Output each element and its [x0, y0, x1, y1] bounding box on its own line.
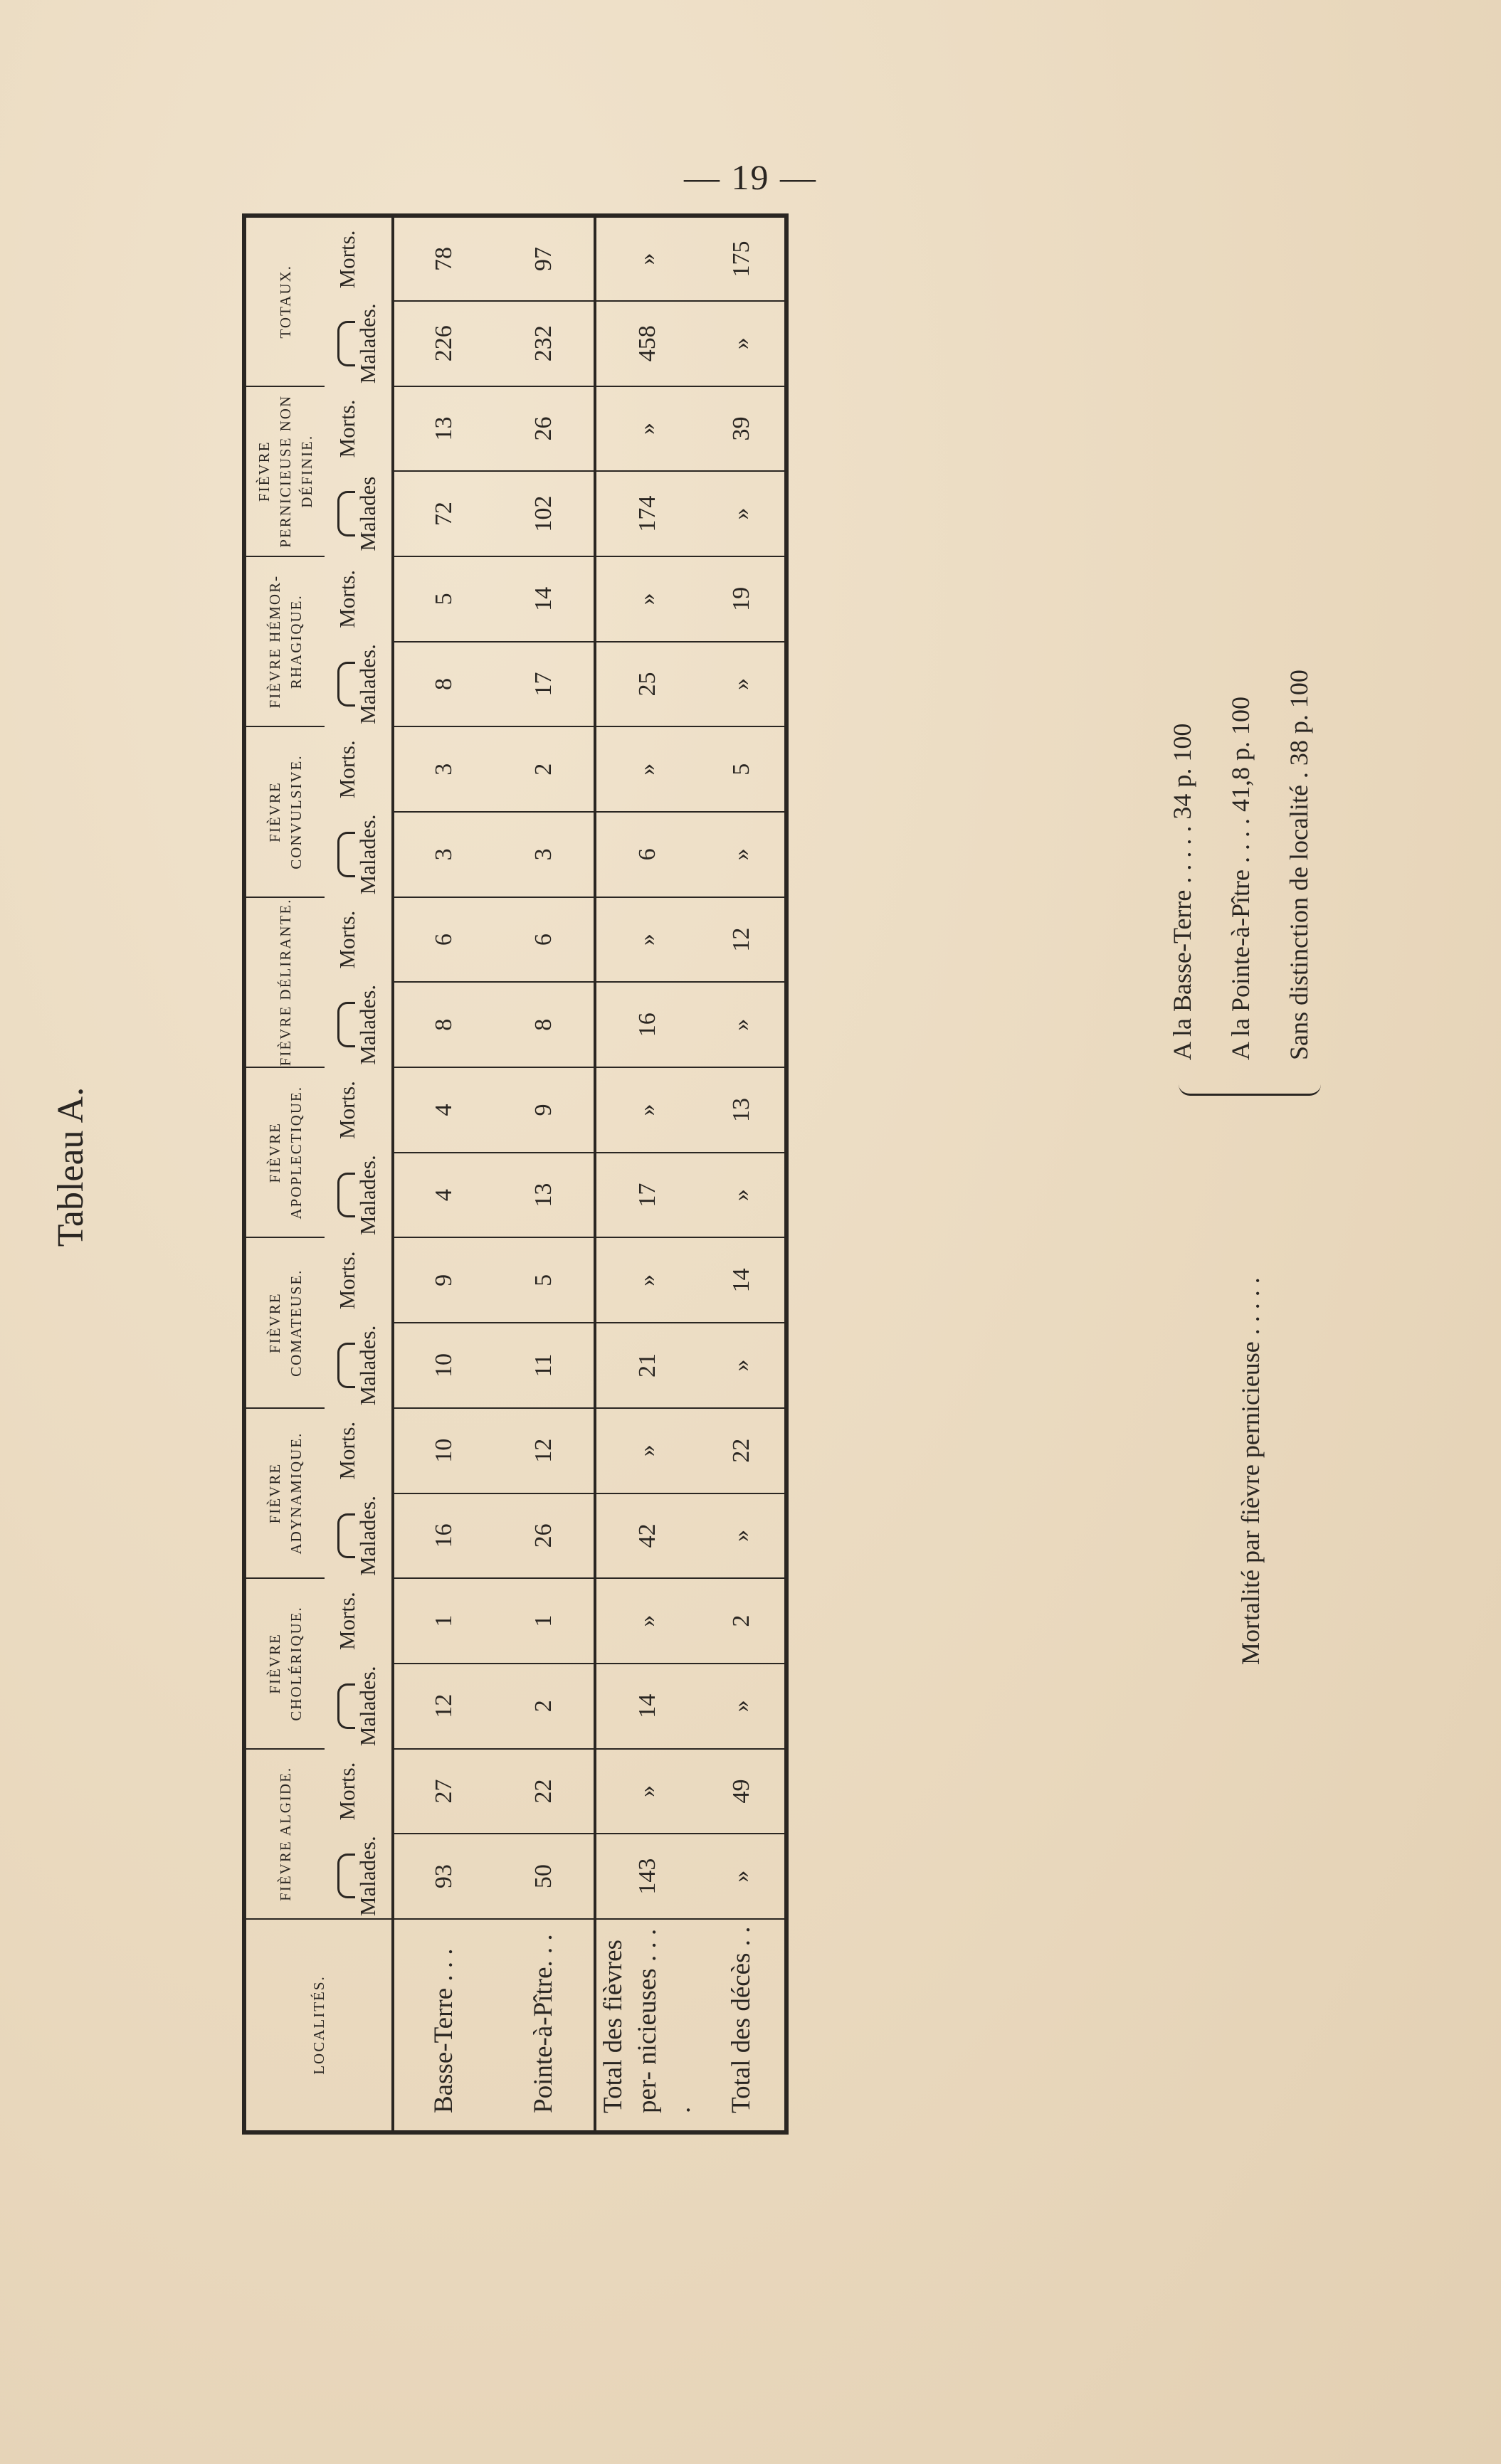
table-cell: »	[699, 471, 786, 556]
group-header: FIÈVRE HÉMOR- RHAGIQUE.	[244, 556, 325, 726]
table-cell: 26	[494, 386, 595, 472]
table-cell: 13	[393, 386, 494, 472]
brace	[337, 662, 355, 707]
table-cell: 9	[494, 1067, 595, 1153]
sub-header-cell: Malades.	[325, 642, 393, 727]
table-cell: 226	[393, 301, 494, 386]
table-cell: 2	[494, 726, 595, 812]
sub-header-cell: Malades.	[325, 301, 393, 386]
table-cell: 143	[595, 1834, 699, 1919]
table-cell: 97	[494, 216, 595, 301]
sub-header-cell: Malades.	[325, 812, 393, 897]
row-label: Total des fièvres per- nicieuses . . . .	[595, 1919, 699, 2132]
table-cell: »	[699, 1834, 786, 1919]
table-cell: 1	[494, 1578, 595, 1664]
mortality-line: A la Pointe-à-Pître . . . . 41,8 p. 100	[1226, 697, 1255, 1060]
table-cell: 5	[393, 556, 494, 642]
table-cell: 17	[494, 642, 595, 727]
group-header: FIÈVRE ADYNAMIQUE.	[244, 1408, 325, 1578]
table-cell: 6	[494, 897, 595, 983]
brace	[337, 491, 355, 536]
table-cell: »	[595, 556, 699, 642]
table-cell: 93	[393, 1834, 494, 1919]
table-cell: »	[595, 1749, 699, 1834]
table-cell: 8	[393, 982, 494, 1067]
group-header: FIÈVRE APOPLECTIQUE.	[244, 1067, 325, 1237]
table-cell: 22	[699, 1408, 786, 1493]
table-cell: 50	[494, 1834, 595, 1919]
sub-header-cell: Malades.	[325, 1664, 393, 1749]
table-cell: 26	[494, 1493, 595, 1579]
table-cell: 13	[699, 1067, 786, 1153]
table-cell: 22	[494, 1749, 595, 1834]
table-cell: 6	[393, 897, 494, 983]
brace	[337, 1002, 355, 1047]
table-cell: »	[595, 1408, 699, 1493]
localites-header: LOCALITÉS.	[244, 1919, 393, 2132]
table-cell: 39	[699, 386, 786, 472]
rotated-table-area	[28, 71, 1381, 2135]
table-cell: 49	[699, 1749, 786, 1834]
sub-header-cell: Morts.	[325, 1238, 393, 1323]
table-cell: »	[595, 1238, 699, 1323]
brace	[337, 1173, 355, 1218]
table-cell: 8	[393, 642, 494, 727]
sub-header-cell: Malades	[325, 471, 393, 556]
sub-header-cell: Malades.	[325, 1153, 393, 1238]
table-cell: 17	[595, 1153, 699, 1238]
table-cell: 27	[393, 1749, 494, 1834]
sub-header-cell: Malades.	[325, 1323, 393, 1408]
table-row	[393, 216, 494, 2132]
mortality-note	[1167, 242, 1338, 1665]
table-cell: 3	[494, 812, 595, 897]
brace	[337, 321, 355, 366]
sub-header-cell: Morts.	[325, 726, 393, 812]
mortality-line: A la Basse-Terre . . . . . 34 p. 100	[1168, 723, 1196, 1060]
table-row	[595, 216, 699, 2132]
page-number: — 19 —	[684, 157, 817, 197]
table-cell: 6	[595, 812, 699, 897]
brace	[337, 1513, 355, 1559]
brace	[337, 1683, 355, 1729]
group-header: FIÈVRE ALGIDE.	[244, 1749, 325, 1919]
sub-header-cell: Malades.	[325, 1493, 393, 1579]
sub-header-cell: Morts.	[325, 1578, 393, 1664]
table-cell: »	[699, 1493, 786, 1579]
brace	[337, 832, 355, 877]
table-cell: 13	[494, 1153, 595, 1238]
table-cell: 174	[595, 471, 699, 556]
table-cell: 5	[494, 1238, 595, 1323]
table-cell: 14	[699, 1238, 786, 1323]
table-row	[494, 216, 595, 2132]
table-cell: 3	[393, 726, 494, 812]
table-title: Tableau A.	[51, 1086, 91, 1247]
sub-header-cell: Morts.	[325, 386, 393, 472]
table-cell: 25	[595, 642, 699, 727]
table-cell: 16	[393, 1493, 494, 1579]
table-cell: 12	[494, 1408, 595, 1493]
sub-header-cell: Morts.	[325, 556, 393, 642]
group-header: TOTAUX.	[244, 216, 325, 386]
group-header: FIÈVRE CHOLÉRIQUE.	[244, 1578, 325, 1748]
sub-header-cell: Morts.	[325, 897, 393, 983]
table-cell: »	[595, 386, 699, 472]
table-cell: 72	[393, 471, 494, 556]
table-cell: 102	[494, 471, 595, 556]
table-cell: 2	[699, 1578, 786, 1664]
table-cell: 3	[393, 812, 494, 897]
mortality-lead: Mortalité par fièvre pernicieuse . . . . .	[1236, 1277, 1265, 1665]
table-cell: 14	[595, 1664, 699, 1749]
table-cell: 12	[699, 897, 786, 983]
sub-header-cell: Malades.	[325, 982, 393, 1067]
table-cell: 5	[699, 726, 786, 812]
group-header: FIÈVRE PERNICIEUSE NON DÉFINIE.	[244, 386, 325, 556]
brace	[1179, 1077, 1321, 1096]
table-cell: »	[699, 812, 786, 897]
table-cell: »	[699, 642, 786, 727]
table-cell: »	[595, 726, 699, 812]
table-cell: 11	[494, 1323, 595, 1408]
table-row	[699, 216, 786, 2132]
table-cell: 10	[393, 1323, 494, 1408]
table-cell: 16	[595, 982, 699, 1067]
table-cell: 19	[699, 556, 786, 642]
table-cell: »	[595, 1578, 699, 1664]
brace	[337, 1343, 355, 1388]
group-header-row	[244, 216, 325, 2132]
table-cell: 175	[699, 216, 786, 301]
table-cell: »	[699, 982, 786, 1067]
table-cell: 78	[393, 216, 494, 301]
table-cell: 8	[494, 982, 595, 1067]
table-cell: 4	[393, 1067, 494, 1153]
sub-header-cell: Malades.	[325, 1834, 393, 1919]
row-label: Pointe-à-Pître. . .	[494, 1919, 595, 2132]
table-cell: 4	[393, 1153, 494, 1238]
brace	[337, 1854, 355, 1898]
table-cell: »	[595, 1067, 699, 1153]
table-cell: 12	[393, 1664, 494, 1749]
data-table	[242, 213, 789, 2135]
table-cell: »	[699, 1664, 786, 1749]
table-cell: 14	[494, 556, 595, 642]
row-label: Total des décès . .	[699, 1919, 786, 2132]
table-cell: 2	[494, 1664, 595, 1749]
group-header: FIÈVRE COMATEUSE.	[244, 1238, 325, 1408]
table-cell: »	[699, 1153, 786, 1238]
table-cell: »	[699, 301, 786, 386]
table-cell: 232	[494, 301, 595, 386]
table-cell: »	[595, 897, 699, 983]
table-cell: 21	[595, 1323, 699, 1408]
table-cell: 10	[393, 1408, 494, 1493]
table-cell: »	[699, 1323, 786, 1408]
sub-header-cell: Morts.	[325, 1067, 393, 1153]
table-cell: 9	[393, 1238, 494, 1323]
mortality-line: Sans distinction de localité . 38 p. 100	[1285, 670, 1313, 1060]
sub-header-row	[325, 216, 393, 2132]
sub-header-cell: Morts.	[325, 1408, 393, 1493]
group-header: FIÈVRE CONVULSIVE.	[244, 726, 325, 897]
sub-header-cell: Morts.	[325, 216, 393, 301]
sub-header-cell: Morts.	[325, 1749, 393, 1834]
table-cell: 458	[595, 301, 699, 386]
group-header: FIÈVRE DÉLIRANTE.	[244, 897, 325, 1067]
table-cell: »	[595, 216, 699, 301]
table-cell: 1	[393, 1578, 494, 1664]
table-cell: 42	[595, 1493, 699, 1579]
row-label: Basse-Terre . . .	[393, 1919, 494, 2132]
